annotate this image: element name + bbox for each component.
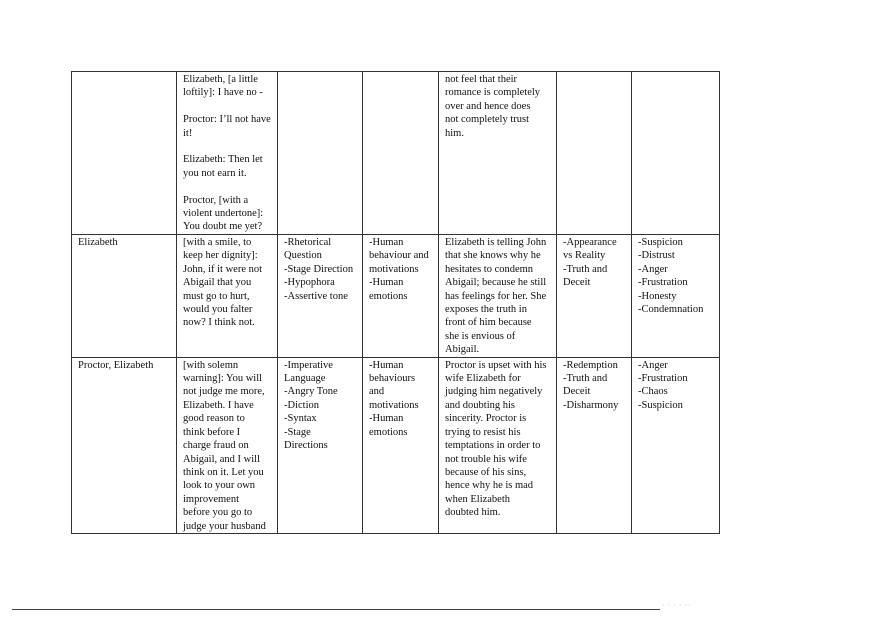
themes-line: Deceit [563, 386, 591, 398]
speaker-cell [72, 72, 177, 235]
explanation-line: hesitates to condemn [445, 263, 534, 275]
emotions-line: -Chaos [638, 386, 668, 398]
quote-line: Elizabeth: Then let [183, 154, 263, 166]
emotions-line: -Suspicion [638, 237, 683, 248]
quote-line: [with solemn [183, 359, 239, 371]
effects-line: -Human [369, 413, 404, 425]
explanation-line: not feel that their [445, 74, 518, 85]
themes-line: Deceit [563, 277, 591, 289]
explanation-cell [439, 72, 557, 235]
quote-paragraph [183, 359, 274, 533]
quote-line: charge fraud on [183, 440, 249, 452]
explanation-line: romance is completely [445, 87, 541, 99]
explanation-line: not completely trust [445, 114, 529, 126]
emotions-cell [632, 235, 720, 358]
effects-line: motivations [369, 399, 419, 411]
themes-line: -Truth and [563, 373, 608, 385]
explanation-line: front of him because [445, 317, 532, 329]
explanation-line: not trouble his wife [445, 453, 527, 465]
emotions-line: -Distrust [638, 250, 675, 262]
explanation-line: Elizabeth is telling John [445, 237, 547, 248]
themes-line: -Appearance [563, 237, 617, 248]
effects-line: emotions [369, 426, 408, 438]
quote-line: would you falter [183, 304, 253, 316]
speaker-line: Elizabeth [78, 237, 118, 248]
table-row [72, 72, 720, 235]
quote-cell [177, 72, 278, 235]
effects-line: -Human [369, 359, 404, 371]
explanation-line: sincerity. Proctor is [445, 413, 527, 425]
quote-paragraph [183, 113, 274, 140]
quote-paragraph [183, 236, 274, 330]
techniques-line: -Stage [284, 426, 311, 438]
techniques-cell [278, 235, 363, 358]
explanation-line: when Elizabeth [445, 493, 511, 505]
themes-cell [557, 235, 632, 358]
table-body [72, 72, 720, 534]
techniques-line: Directions [284, 440, 328, 452]
themes-cell [557, 72, 632, 235]
explanation-line: temptations in order to [445, 440, 541, 452]
quote-line: improvement [183, 493, 239, 505]
techniques-line: -Rhetorical [284, 237, 332, 248]
emotions-cell [632, 72, 720, 235]
quote-line: Abigail that you [183, 277, 252, 289]
effects-line: and [369, 386, 385, 398]
quote-line: think on it. Let you [183, 466, 264, 478]
emotions-line: -Frustration [638, 277, 688, 289]
explanation-line: over and hence does [445, 100, 531, 112]
explanation-line: because of his sins, [445, 466, 527, 478]
techniques-line: -Angry Tone [284, 386, 338, 398]
explanation-line: has feelings for her. She [445, 290, 547, 302]
explanation-line: Abigail; because he still [445, 277, 547, 289]
quote-line: loftily]: I have no - [183, 87, 263, 99]
themes-line: -Disharmony [563, 399, 619, 411]
quote-line: it! [183, 127, 193, 139]
explanation-line: that she knows why he [445, 250, 541, 262]
effects-line: motivations [369, 263, 419, 275]
footer-rule [12, 609, 660, 610]
techniques-line: -Stage Direction [284, 263, 354, 275]
quote-cell [177, 357, 278, 533]
techniques-line: -Syntax [284, 413, 317, 425]
explanation-line: doubted him. [445, 507, 501, 519]
techniques-line: Language [284, 373, 326, 385]
techniques-line: -Diction [284, 399, 319, 411]
quote-line: good reason to [183, 413, 245, 425]
themes-cell [557, 357, 632, 533]
quote-line: before you go to [183, 507, 253, 519]
effects-line: -Human [369, 237, 404, 248]
quote-line: you not earn it. [183, 167, 247, 179]
effects-cell [363, 235, 439, 358]
explanation-line: Proctor is upset with his [445, 359, 547, 371]
effects-line: -Human [369, 277, 404, 289]
explanation-line: wife Elizabeth for [445, 373, 521, 385]
emotions-line: -Anger [638, 263, 668, 275]
quote-line: Proctor, [with a [183, 194, 249, 206]
techniques-cell [278, 357, 363, 533]
explanation-cell [439, 235, 557, 358]
speaker-line: Proctor, Elizabeth [78, 359, 154, 371]
quote-paragraph [183, 153, 274, 180]
explanation-line: and doubting his [445, 399, 515, 411]
effects-line: behaviours [369, 373, 416, 385]
emotions-cell [632, 357, 720, 533]
themes-line: -Truth and [563, 263, 608, 275]
effects-cell [363, 357, 439, 533]
table-row [72, 235, 720, 358]
quote-line: Abigail, and I will [183, 453, 260, 465]
quote-line: must go to hurt, [183, 290, 250, 302]
themes-line: vs Reality [563, 250, 606, 262]
techniques-line: -Assertive tone [284, 290, 348, 302]
quote-line: Elizabeth, [a little [183, 74, 258, 85]
emotions-line: -Anger [638, 359, 668, 371]
quote-line: You doubt me yet? [183, 221, 263, 233]
techniques-line: Question [284, 250, 322, 262]
quote-line: Proctor: I’ll not have [183, 114, 271, 126]
quote-line: warning]: You will [183, 373, 263, 385]
quote-cell [177, 235, 278, 358]
effects-line: behaviour and [369, 250, 429, 262]
explanation-cell [439, 357, 557, 533]
explanation-line: Abigail. [445, 344, 480, 356]
quote-line: now? I think not. [183, 317, 255, 329]
quote-paragraph [183, 194, 274, 234]
emotions-line: -Honesty [638, 290, 677, 302]
quote-line: think before I [183, 426, 241, 438]
quote-line: keep her dignity]: [183, 250, 258, 262]
themes-line: -Redemption [563, 359, 618, 371]
explanation-line: judging him negatively [445, 386, 543, 398]
explanation-line: exposes the truth in [445, 304, 527, 316]
explanation-line: him. [445, 127, 464, 139]
speaker-cell [72, 235, 177, 358]
techniques-line: -Hypophora [284, 277, 335, 289]
explanation-line: trying to resist his [445, 426, 521, 438]
table-row [72, 357, 720, 533]
emotions-line: -Condemnation [638, 304, 704, 316]
explanation-line: she is envious of [445, 330, 516, 342]
techniques-line: -Imperative [284, 359, 333, 371]
emotions-line: -Frustration [638, 373, 688, 385]
emotions-line: -Suspicion [638, 399, 683, 411]
quote-line: judge your husband [183, 520, 266, 532]
techniques-cell [278, 72, 363, 235]
effects-line: emotions [369, 290, 408, 302]
quote-line: violent undertone]: [183, 208, 264, 220]
quote-line: Elizabeth. I have [183, 399, 254, 411]
analysis-table [71, 71, 720, 534]
quote-line: not judge me more, [183, 386, 265, 398]
quote-line: [with a smile, to [183, 237, 252, 248]
footer-text: · · · · ·· [662, 601, 691, 610]
quote-line: look to your own [183, 480, 256, 492]
explanation-line: hence why he is mad [445, 480, 534, 492]
effects-cell [363, 72, 439, 235]
speaker-cell [72, 357, 177, 533]
quote-paragraph [183, 73, 274, 100]
quote-line: John, if it were not [183, 263, 263, 275]
